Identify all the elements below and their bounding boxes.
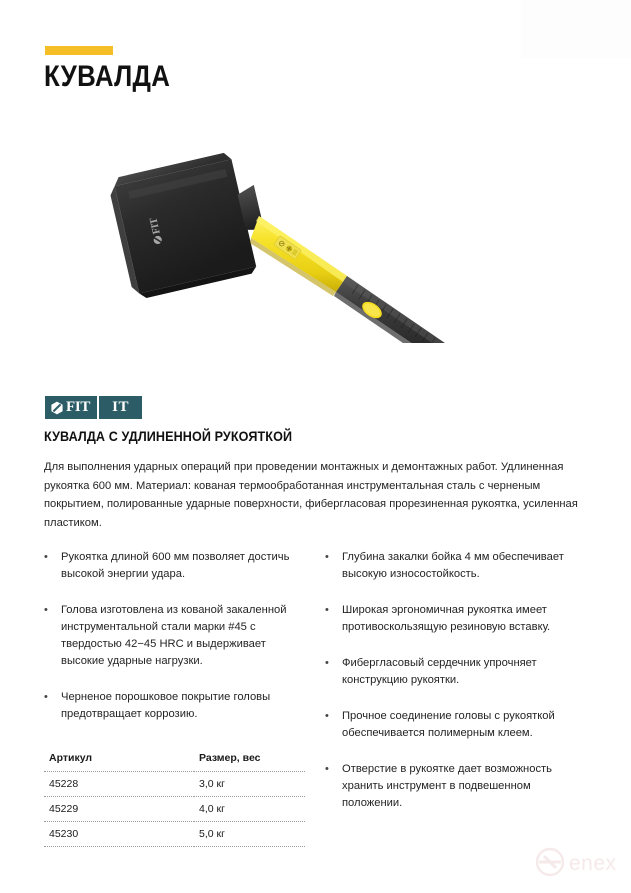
cell-size: 3,0 кг <box>194 772 305 797</box>
spec-table <box>44 752 305 847</box>
title-accent-bar <box>45 46 113 55</box>
cell-size: 5,0 кг <box>194 822 305 847</box>
list-item <box>325 549 589 583</box>
bullet-icon: • <box>325 551 329 563</box>
bullet-icon: • <box>325 763 329 775</box>
bullet-icon: • <box>325 604 329 616</box>
list-item-text: Прочное соединение головы с рукояткой обеспечивается полимерным клеем. <box>342 710 555 739</box>
list-item <box>325 708 589 742</box>
table-header-row <box>44 752 305 772</box>
watermark-text: enex <box>569 852 617 875</box>
page-title: КУВАЛДА <box>44 60 171 93</box>
list-item <box>44 689 308 723</box>
list-item-text: Голова изготовлена из кованой закаленной инструментальной стали марки #45 с твердостью 42−45 HRC и выдерживает высокие ударные нагрузки. <box>61 604 287 667</box>
list-item <box>325 655 589 689</box>
bullet-icon: • <box>325 710 329 722</box>
column-header-size: Размер, вес <box>194 752 305 772</box>
enex-watermark <box>533 845 623 881</box>
feature-column-right <box>325 549 589 831</box>
cell-article: 45229 <box>44 797 194 822</box>
cell-article: 45228 <box>44 772 194 797</box>
bullet-icon: • <box>44 551 48 563</box>
brand-logo <box>45 396 142 419</box>
table-row <box>44 772 305 797</box>
table-row <box>44 822 305 847</box>
corner-decoration-block <box>521 0 631 58</box>
table-row <box>44 797 305 822</box>
product-subtitle: КУВАЛДА С УДЛИНЕННОЙ РУКОЯТКОЙ <box>44 428 293 444</box>
bullet-icon: • <box>44 691 48 703</box>
list-item <box>325 761 589 812</box>
fit-badge <box>45 396 97 419</box>
product-image <box>100 128 552 343</box>
column-header-article: Артикул <box>44 752 194 772</box>
bullet-icon: • <box>44 604 48 616</box>
list-item-text: Широкая эргономичная рукоятка имеет противоскользящую резиновую вставку. <box>342 604 551 633</box>
list-item <box>44 602 308 670</box>
cell-article: 45230 <box>44 822 194 847</box>
list-item-text: Фибергласовый сердечник упрочняет конструкцию рукоятки. <box>342 657 537 686</box>
list-item-text: Рукоятка длиной 600 мм позволяет достичь высокой энергии удара. <box>61 551 290 580</box>
list-item <box>325 602 589 636</box>
fit-badge-label: FIT <box>66 399 91 415</box>
svg-text:FIT: FIT <box>148 216 163 236</box>
list-item <box>44 549 308 583</box>
list-item-text: Глубина закалки бойка 4 мм обеспечивает высокую износостойкость. <box>342 551 564 580</box>
list-item-text: Отверстие в рукоятке дает возможность хранить инструмент в подвешенном положении. <box>342 763 552 809</box>
cell-size: 4,0 кг <box>194 797 305 822</box>
bullet-icon: • <box>325 657 329 669</box>
fit-hexagon-icon <box>50 401 64 415</box>
product-description: Для выполнения ударных операций при проведении монтажных и демонтажных работ. Удлиненная рукоятка 600 мм. Материал: кованая термообработанная инструментальная сталь с черненым покрытием, полированные ударные поверхности, фибергласовая прорезиненная рукоятка, усиленная пластиком. <box>44 461 578 529</box>
list-item-text: Черненое порошковое покрытие головы предотвращает коррозию. <box>61 691 271 720</box>
it-badge-label: IT <box>99 396 142 419</box>
